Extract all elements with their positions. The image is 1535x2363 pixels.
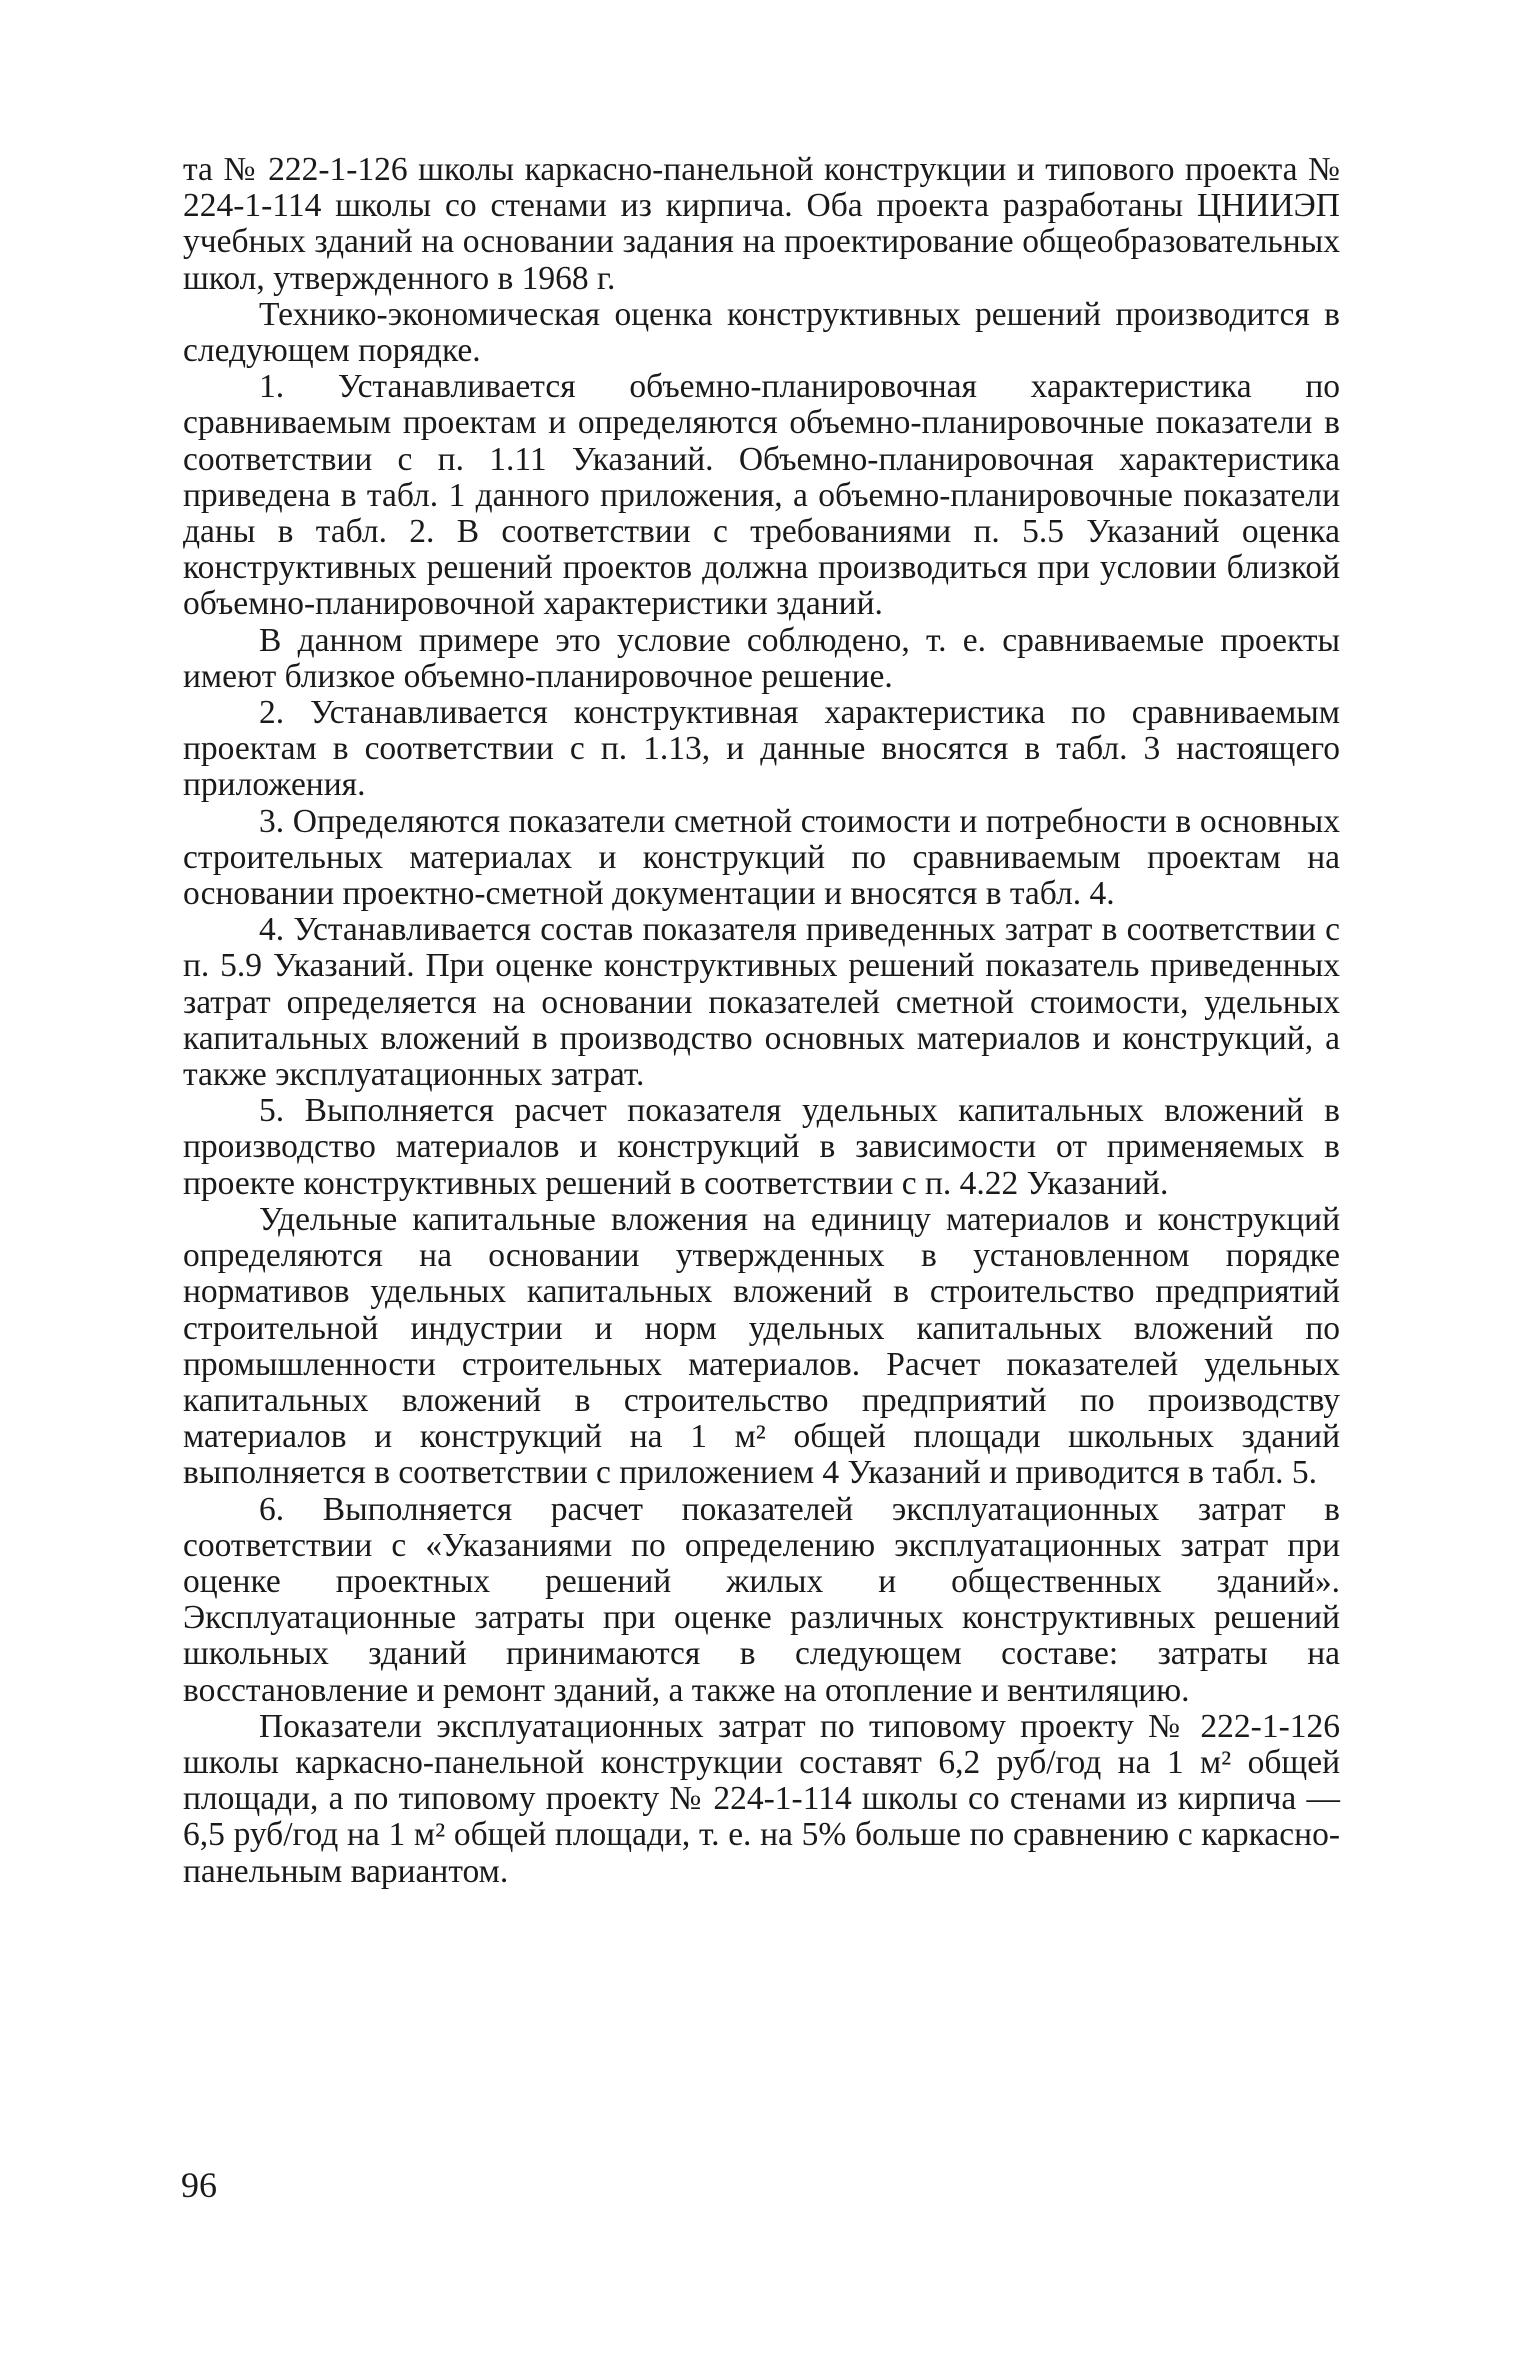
body-text	[183, 152, 1340, 1890]
paragraph-step-6: 6. Выполняется расчет показателей эксплуатационных затрат в соответствии с «Указаниями по определению эксплуатационных затрат при оценке проектных решений жилых и общественных зданий». Эксплуатационные затраты при оценке различных конструктивных решений школьных зданий принимаются в следующем составе: затраты на восстановление и ремонт зданий, а также на отопление и вентиляцию.	[183, 1490, 1340, 1709]
paragraph-step-4: 4. Устанавливается состав показателя приведенных затрат в соответствии с п. 5.9 Указаний. При оценке конструктивных решений показатель приведенных затрат определяется на основании показателей сметной стоимости, удельных капитальных вложений в производство основных материалов и конструкций, а также эксплуатационных затрат.	[183, 911, 1340, 1094]
paragraph-operating-costs: Показатели эксплуатационных затрат по типовому проекту № 222-1-126 школы каркасно-панельной конструкции составят 6,2 руб/год на 1 м² общей площади, а по типовому проекту № 224-1-114 школы со стенами из кирпича — 6,5 руб/год на 1 м² общей площади, т. е. на 5% больше по сравнению с каркасно-панельным вариантом.	[183, 1707, 1340, 1890]
paragraph-step-3: 3. Определяются показатели сметной стоимости и потребности в основных строительных материалах и конструкций по сравниваемым проектам на основании проектно-сметной документации и вносятся в табл. 4.	[183, 802, 1340, 913]
paragraph-step-1: 1. Устанавливается объемно-планировочная характеристика по сравниваемым проектам и определяются объемно-планировочные показатели в соответствии с п. 1.11 Указаний. Объемно-планировочная характеристика приведена в табл. 1 данного приложения, а объемно-планировочные показатели даны в табл. 2. В соответствии с требованиями п. 5.5 Указаний оценка конструктивных решений проектов должна производиться при условии близкой объемно-планировочной характеристики зданий.	[183, 368, 1340, 623]
paragraph-intro: Технико-экономическая оценка конструктивных решений производится в следующем порядке.	[183, 295, 1340, 370]
paragraph-capital-investments: Удельные капитальные вложения на единицу материалов и конструкций определяются на основании утвержденных в установленном порядке нормативов удельных капитальных вложений в строительство предприятий строительной индустрии и норм удельных капитальных вложений по промышленности строительных материалов. Расчет показателей удельных капитальных вложений в строительство предприятий по производству материалов и конструкций на 1 м² общей площади школьных зданий выполняется в соответствии с приложением 4 Указаний и приводится в табл. 5.	[183, 1200, 1340, 1492]
paragraph-continuation: та № 222-1-126 школы каркасно-панельной конструкции и типового проекта № 224-1-114 школы со стенами из кирпича. Оба проекта разработаны ЦНИИЭП учебных зданий на основании задания на проектирование общеобразовательных школ, утвержденного в 1968 г.	[183, 151, 1340, 297]
paragraph-example-note: В данном примере это условие соблюдено, т. е. сравниваемые проекты имеют близкое объемно-планировочное решение.	[183, 621, 1340, 695]
page-number: 96	[181, 2165, 217, 2205]
paragraph-step-5: 5. Выполняется расчет показателя удельных капитальных вложений в производство материалов и конструкций в зависимости от применяемых в проекте конструктивных решений в соответствии с п. 4.22 Указаний.	[183, 1092, 1340, 1202]
paragraph-step-2: 2. Устанавливается конструктивная характеристика по сравниваемым проектам в соответствии с п. 1.13, и данные вносятся в табл. 3 настоящего приложения.	[183, 694, 1340, 804]
